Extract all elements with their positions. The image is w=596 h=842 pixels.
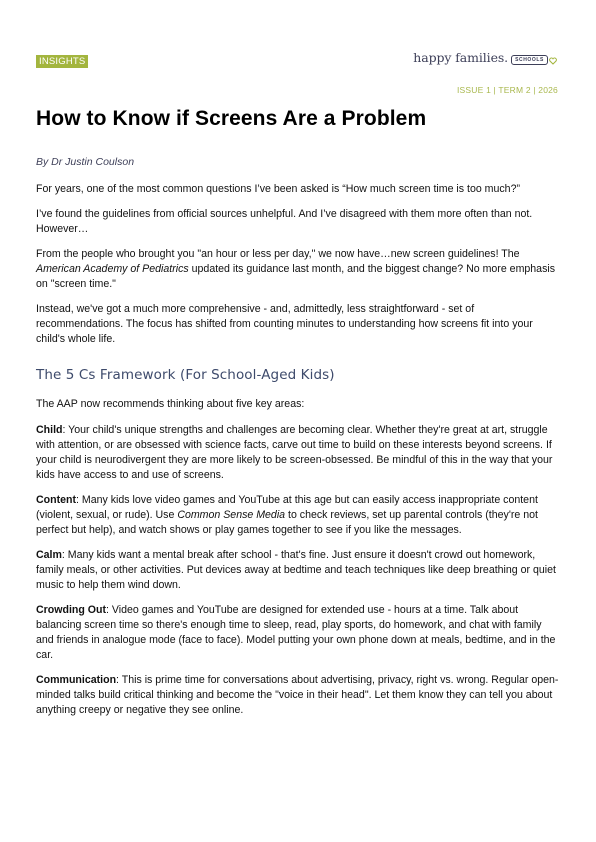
byline: By Dr Justin Coulson (36, 156, 135, 168)
framework-item-communication: Communication: This is prime time for conversations about advertising, privacy, right vs. wrong. Regular open-minded talks build critical thinking and become the "voice in their head". Let them know they can tell you about anything creepy or negative they see online. (36, 674, 559, 716)
article-title: How to Know if Screens Are a Problem (36, 107, 427, 130)
section-heading: The 5 Cs Framework (For School-Aged Kids) (36, 367, 335, 383)
paragraph: Instead, we've got a much more comprehensive - and, admittedly, less straightforward - set of recommendations. The focus has shifted from counting minutes to understanding how screens fit into your child's whole life. (36, 303, 533, 345)
framework-item-content: Content: Many kids love video games and YouTube at this age but can easily access inappropriate content (violent, sexual, or rude). Use Common Sense Media to check reviews, set up parental controls (they're not perfect but help), and watch shows or play games together to see if you like the messages. (36, 494, 538, 536)
category-badge: INSIGHTS (36, 55, 88, 68)
brand-name: happy families. (413, 50, 509, 65)
framework-item-calm: Calm: Many kids want a mental break after school - that's fine. Just ensure it doesn't crowd out homework, family meals, or other activities. Put devices away at bedtime and teach techniques like deep breathing or quiet music to help them wind down. (36, 549, 556, 591)
framework-item-child: Child: Your child's unique strengths and challenges are becoming clear. Whether they're great at art, struggle with attention, or are obsessed with science facts, carve out time to build on these interests beyond screens. If your child is neurodivergent they are more likely to be screen-obsessed. Be mindful of this in the way that your kids have access to and use of screens. (36, 424, 553, 481)
brand-logo (413, 50, 557, 65)
heart-icon (549, 57, 557, 65)
article-body (36, 182, 560, 728)
issue-line: ISSUE 1 | TERM 2 | 2026 (457, 85, 558, 95)
section-intro: The AAP now recommends thinking about five key areas: (36, 398, 305, 410)
paragraph: For years, one of the most common questions I’ve been asked is “How much screen time is too much?” (36, 183, 520, 195)
framework-item-crowding-out: Crowding Out: Video games and YouTube are designed for extended use - hours at a time. Talk about balancing screen time so there's enough time to sleep, read, play sports, do homework, and chat with family and friends in analogue mode (face to face). Model putting your own phone down at meals, bedtime, and in the car. (36, 604, 556, 661)
brand-tag: SCHOOLS (511, 55, 548, 65)
paragraph: From the people who brought you "an hour or less per day," we now have…new screen guidelines! The American Academy of Pediatrics updated its guidance last month, and the biggest change? No more emphasis on "screen time." (36, 248, 556, 290)
paragraph: I’ve found the guidelines from official sources unhelpful. And I’ve disagreed with them more often than not. However… (36, 208, 533, 235)
